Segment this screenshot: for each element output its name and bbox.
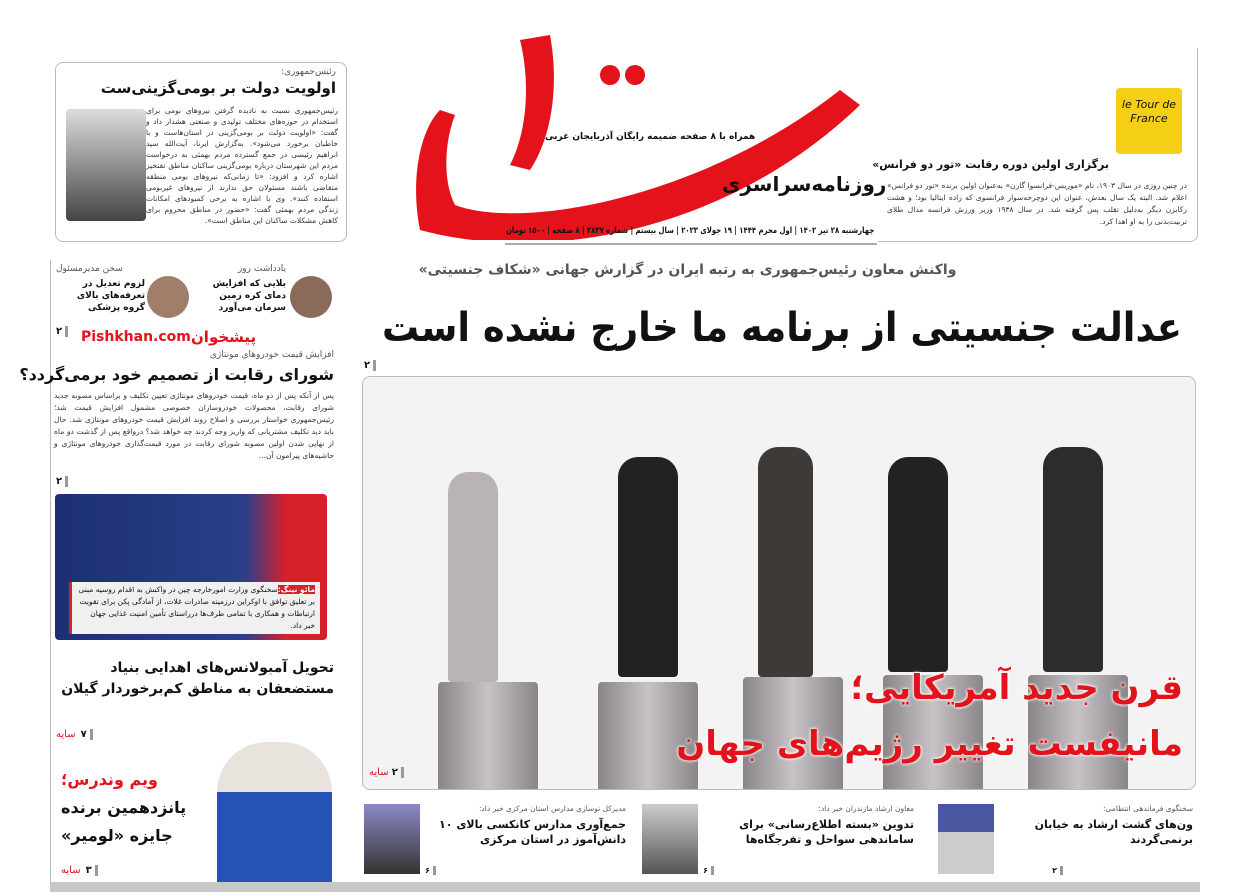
author-avatar [147,276,189,318]
dateline: چهارشنبه ۲۸ تیر ۱۴۰۲ | اول محرم ۱۴۴۴ | ۱۹ جولای ۲۰۲۳ | سال بیستم | شماره ۲۸۳۷ | ۸ صفحه | ۱۵۰۰ تومان [505,226,874,236]
kicker: معاون ارشاد مازندران خبر داد: [818,804,914,813]
headline[interactable]: تحویل آمبولانس‌های اهدایی بنیاد مستضعفان به مناطق کم‌برخوردار گیلان [61,660,334,697]
story-photo [642,804,698,874]
photo-page-ref [369,767,404,778]
top-right-story[interactable] [872,48,1198,242]
caption-name: مائو نینگ: [277,585,315,594]
headline[interactable]: اولویت دولت بر بومی‌گزینی‌ست [100,79,336,97]
headline[interactable]: تدوین «بسته اطلاع‌رسانی» برای ساماندهی سواحل و تفرجگاه‌ها [739,818,914,846]
story-photo [364,804,420,874]
photo-headline-1[interactable]: قرن جدید آمریکایی؛ [850,668,1183,708]
op-title[interactable]: لزوم تعدیل در تعرفه‌های بالای گروه پزشکی [76,279,145,313]
statue-figure [888,457,948,672]
headline[interactable]: شورای رقابت از تصمیم خود برمی‌گردد؟ [19,365,334,384]
logo-stroke [510,35,554,170]
tour-de-france-logo: le Tour de France [1116,88,1182,154]
main-photo [362,376,1196,790]
mini-logo: سایه [56,729,76,740]
article-body: پس از آنکه پس از دو ماه، قیمت خودروهای مونتاژی تعیین تکلیف و براساس مصوبه جدید شورای رقابت، محصولات خودروسازان خصوصی مشمول افزایش قیمت شد؛ رئیس‌جمهوری خواستار بررسی و اصلاح روند افزایش قیمت خودروهای مونتاژی شد. حال باید دید تکلیف مشتریانی که واریز وجه کردند چه خواهد شد؟ درواقع پس از گذشت دو ماه از نهایی شدن اولین مصوبه شورای رقابت در مورد قیمت‌گذاری خودروهای مونتاژی و حاشیه‌های پیرامون آن... [54,391,334,460]
op-label: یادداشت روز [237,264,286,274]
author-avatar [290,276,332,318]
watermark: پیشخوان [191,328,257,346]
newspaper-subtitle: روزنامه‌سراسری [722,172,887,196]
kicker: مدیرکل نوسازی مدارس استان مرکزی خبر داد: [478,804,626,813]
logo-swoosh [416,90,860,240]
statue-figure [1043,447,1103,672]
page-ref: ۶ [425,866,436,875]
kicker: سخنگوی فرماندهی انتظامی: [1103,804,1193,813]
headline[interactable]: برگزاری اولین دوره رقابت «تور دو فرانس» [872,158,1109,171]
mini-logo: سایه [61,865,81,876]
mini-logo: سایه [369,767,389,778]
watermark-url: Pishkhan.com [81,329,191,345]
bottom-story[interactable] [642,804,914,878]
page-ref [56,722,93,741]
page-ref: ۲ [56,326,68,337]
op-title[interactable]: بلایی که افزایش دمای کره زمین سرمان می‌آورد [212,279,286,313]
pedestal [438,682,538,790]
kicker: افزایش قیمت خودروهای مونتاژی [209,350,334,360]
photo-caption [69,582,323,634]
supplement-note: همراه با ۸ صفحه ضمیمه رایگان آذربایجان غربی [545,132,756,142]
caption-text: سخنگوی وزارت امورخارجه چین در واکنش به اقدام روسیه مبنی بر تعلیق توافق با اوکراین درزمینه صادرات غلات، از آمادگی پکن برای تقویت ارتباطات و همکاری با تمامی طرف‌ها درراستای تأمین امنیت غذایی جهان خبر داد. [78,585,315,630]
headline-line-2[interactable]: جایزه «لومیر» [61,826,173,845]
story-photo [938,804,994,874]
article-body: در چنین روزی در سال ۱۹۰۳، نام «موریس-فرانسوا گارن» به‌عنوان اولین برنده «تور دو فرانس» اعلام شد. البته یک سال بعدش، عنوان این دوچرخه‌سوار فرانسوی که زاده ایتالیا بود؛ و هشت رکابزن دیگر به‌دلیل تقلب پس گرفته شد. در سال ۱۹۳۸ وزیر ورزش فرانسه مدال طلای تربیت‌بدنی را به او اهدا کرد. [887,181,1187,226]
page-ref [61,858,98,877]
left-column [19,260,338,885]
headline[interactable]: جمع‌آوری مدارس کانکسی بالای ۱۰ دانش‌آموز در استان مرکزی [439,818,626,846]
main-headline[interactable]: عدالت جنسیتی از برنامه ما خارج نشده است [382,305,1182,351]
page-number: ۲ [392,767,404,778]
page-ref: ۲ [364,360,376,371]
article-body: رئیس‌جمهوری نسبت به نادیده گرفتن نیروهای بومی برای استخدام در حوزه‌های مختلف تولیدی و صنعتی هشدار داد و گفت: «اولویت دولت بر بومی‌گزینی در استان‌هاست و با خاطیان برخورد می‌شود». به‌گزارش ایرنا، آیت‌الله سید ابراهیم رئیسی در جمع گسترده مردم بهمئی به درخواست مردم این شهرستان درباره بومی‌گزینی ساکنان مناطق نفتخیز اشاره کرد و افزود: «تا زمانی‌که نیروهای بومی منطقه متقاضی باشند مسئولان حق ندارند از نیروهای غیربومی استفاده کنند». وی با اشاره به برخی کمبودهای امکانات زندگی مردم بهمئی گفت: «حضور در مناطق محروم برای کاهش مشکلات ساکنان این مناطق است». [146,106,338,225]
bottom-bar [50,882,1200,892]
divider [505,243,877,245]
headline-line-1[interactable]: پانزدهمین برنده [61,798,187,817]
headline[interactable]: ون‌های گشت ارشاد به خیابان برنمی‌گردند [1034,818,1193,846]
logo-dot [625,65,645,85]
wim-wenders-photo [217,742,332,885]
top-left-story[interactable] [55,62,347,242]
raisi-photo [66,109,146,221]
main-kicker: واکنش معاون رئیس‌جمهوری به رتبه ایران در گزارش جهانی «شکاف جنسیتی» [418,262,957,278]
kicker: ویم وندرس؛ [61,770,158,789]
bottom-story[interactable] [364,804,626,878]
page-number: ۷ [81,729,93,740]
op-label: سخن مدیرمسئول [56,264,123,274]
photo-headline-2[interactable]: مانیفست تغییر رژیم‌های جهان [676,724,1183,764]
page-number: ۳ [86,865,98,876]
page-ref: ۲ [1052,866,1063,875]
logo-dot [600,65,620,85]
statue-figure [448,472,498,682]
page-ref: ۲ [56,476,68,487]
bottom-story[interactable] [938,804,1193,878]
page-ref: ۶ [703,866,714,875]
kicker: رئیس‌جمهوری: [280,67,336,77]
statue-figure [758,447,813,677]
statue-figure [618,457,678,677]
